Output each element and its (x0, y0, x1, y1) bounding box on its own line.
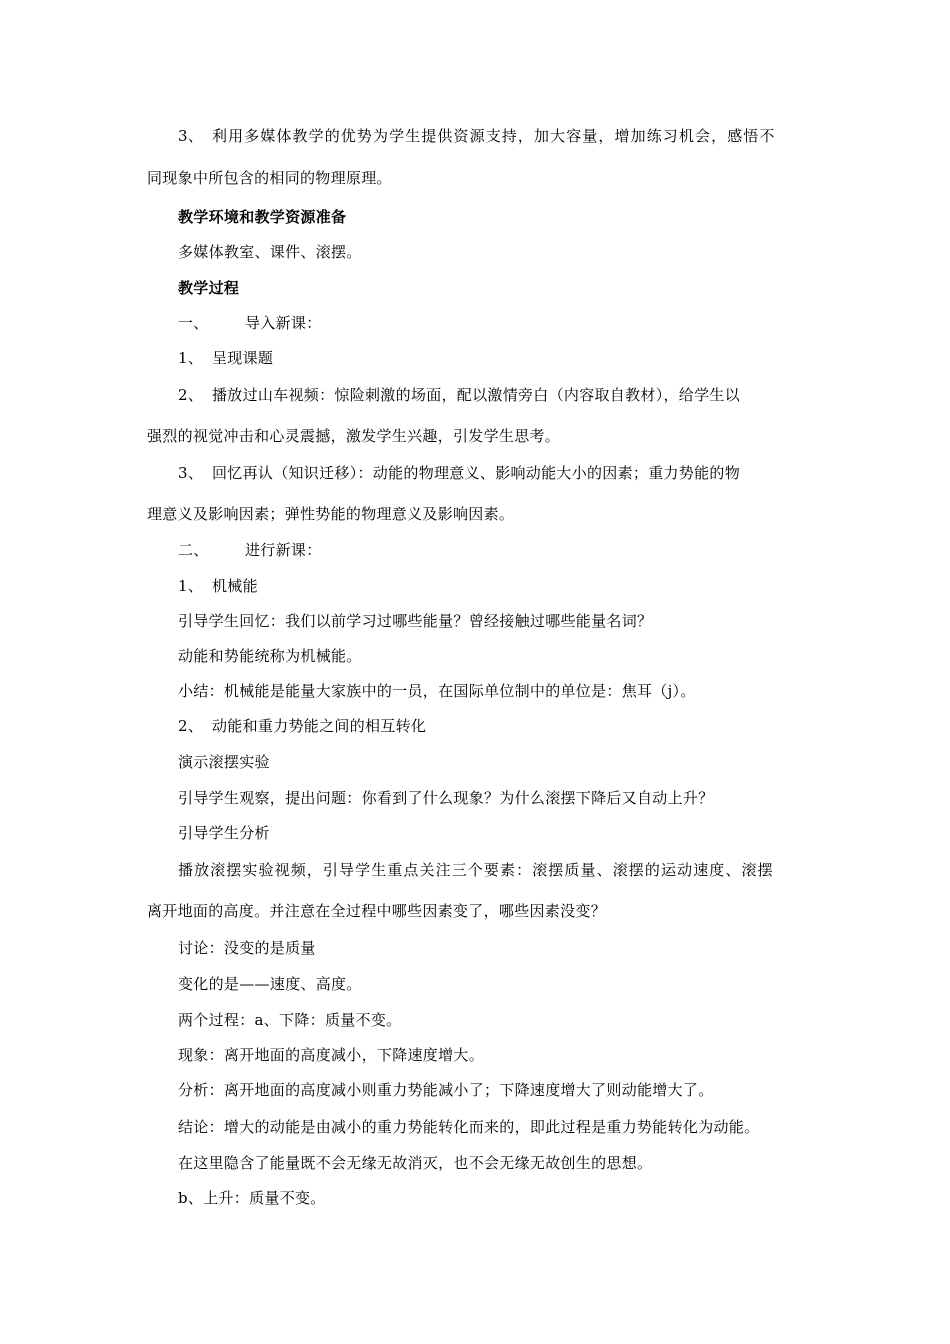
list-text: 动能和重力势能之间的相互转化 (212, 717, 427, 735)
paragraph-text (178, 860, 774, 880)
paragraph-continuation: 同现象中所包含的相同的物理原理。 (147, 169, 392, 187)
paragraph-text: b、上升：质量不变。 (178, 1189, 326, 1207)
paragraph-continuation: 理意义及影响因素；弹性势能的物理意义及影响因素。 (147, 505, 515, 523)
list-item (178, 385, 740, 405)
paragraph-text: 利用多媒体教学的优势为学生提供资源支持，加大容量，增加练习机会，感悟不 (212, 127, 776, 145)
section-number: 二、 (178, 541, 209, 559)
list-number: 1、 (178, 349, 204, 367)
paragraph-text: 变化的是——速度、高度。 (178, 975, 362, 993)
list-text: 回忆再认（知识迁移）：动能的物理意义、影响动能大小的因素；重力势能的物 (212, 464, 741, 482)
list-text: 机械能 (212, 577, 258, 595)
section-title: 导入新课： (245, 314, 322, 332)
paragraph-text: 引导学生回忆：我们以前学习过哪些能量？曾经接触过哪些能量名词？ (178, 612, 653, 630)
paragraph-continuation: 离开地面的高度。并注意在全过程中哪些因素变了，哪些因素没变？ (147, 902, 607, 920)
paragraph-text: 小结：机械能是能量大家族中的一员，在国际单位制中的单位是：焦耳（j）。 (178, 682, 696, 700)
section-label (178, 540, 322, 560)
paragraph-text: 引导学生分析 (178, 824, 270, 842)
list-number: 3、 (178, 127, 204, 145)
paragraph-text: 多媒体教室、课件、滚摆。 (178, 243, 362, 261)
list-item (178, 576, 258, 596)
paragraph-continuation: 强烈的视觉冲击和心灵震撼，激发学生兴趣，引发学生思考。 (147, 427, 561, 445)
section-number: 一、 (178, 314, 209, 332)
paragraph-first-line: 播放滚摆实验视频，引导学生重点关注三个要素：滚摆质量、滚摆的运动速度、滚摆 (178, 861, 774, 879)
paragraph-text: 讨论：没变的是质量 (178, 939, 316, 957)
paragraph-text: 现象：离开地面的高度减小，下降速度增大。 (178, 1046, 485, 1064)
list-item (178, 716, 426, 736)
paragraph-text: 两个过程：a、下降：质量不变。 (178, 1011, 402, 1029)
list-text: 播放过山车视频：惊险刺激的场面，配以激情旁白（内容取自教材），给学生以 (212, 386, 741, 404)
section-title: 进行新课： (245, 541, 322, 559)
list-item (178, 463, 740, 483)
paragraph-text: 演示滚摆实验 (178, 753, 270, 771)
paragraph-text: 引导学生观察，提出问题：你看到了什么现象？为什么滚摆下降后又自动上升？ (178, 789, 714, 807)
section-label (178, 313, 322, 333)
list-number: 1、 (178, 577, 204, 595)
list-text: 呈现课题 (212, 349, 274, 367)
paragraph-text: 分析：离开地面的高度减小则重力势能减小了；下降速度增大了则动能增大了。 (178, 1081, 714, 1099)
list-number: 2、 (178, 717, 204, 735)
paragraph-text: 在这里隐含了能量既不会无缘无故消灭，也不会无缘无故创生的思想。 (178, 1154, 653, 1172)
list-item (178, 348, 273, 368)
paragraph-text: 动能和势能统称为机械能。 (178, 647, 362, 665)
section-heading: 教学过程 (178, 279, 240, 297)
paragraph-item-3 (178, 126, 776, 146)
list-number: 2、 (178, 386, 204, 404)
section-heading: 教学环境和教学资源准备 (178, 208, 347, 226)
paragraph-text: 结论：增大的动能是由减小的重力势能转化而来的，即此过程是重力势能转化为动能。 (178, 1118, 760, 1136)
list-number: 3、 (178, 464, 204, 482)
